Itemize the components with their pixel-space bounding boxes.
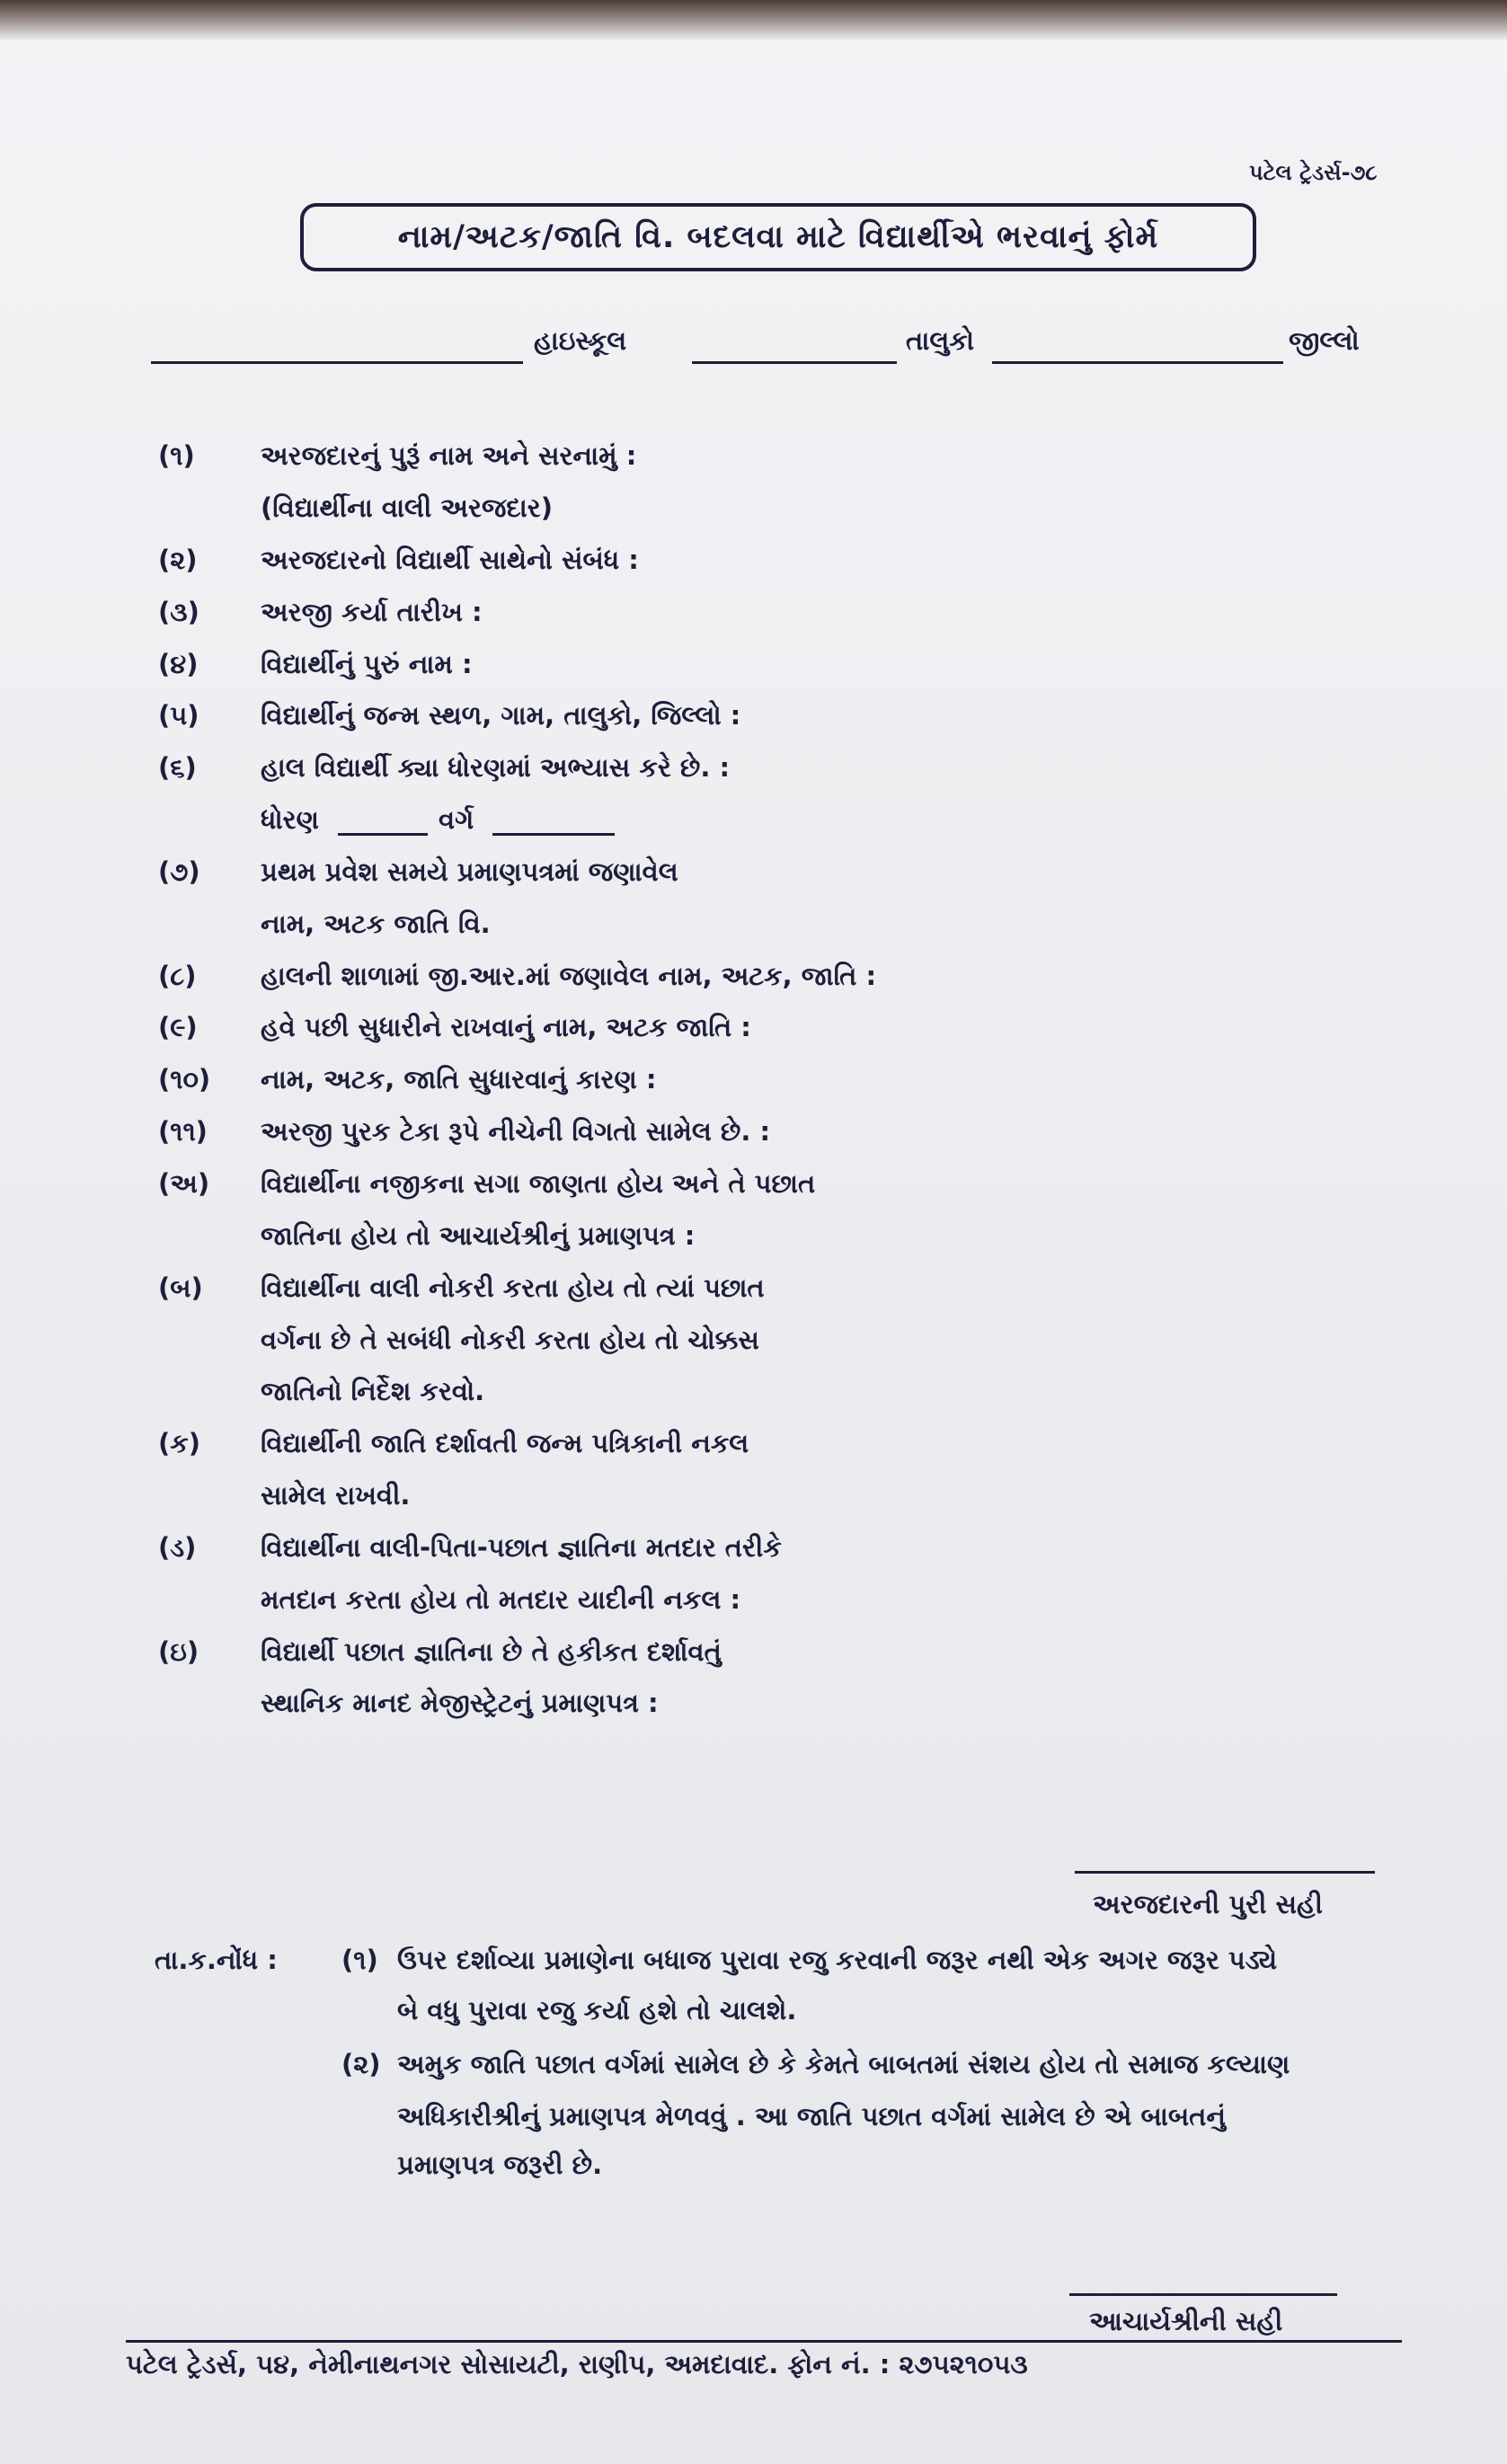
district-blank[interactable] xyxy=(992,361,1283,364)
item-number: (૬) xyxy=(158,752,197,783)
item-number: (૧૧) xyxy=(158,1116,208,1147)
item-text: પ્રથમ પ્રવેશ સમયે પ્રમાણપત્રમાં જણાવેલ xyxy=(261,856,678,887)
item-text: જાતિના હોય તો આચાર્યશ્રીનું પ્રમાણપત્ર : xyxy=(261,1220,696,1251)
note-number: (૨) xyxy=(341,2049,381,2079)
item-number: (૪) xyxy=(158,649,199,679)
note-number: (૧) xyxy=(341,1945,378,1975)
item-text: જાતિનો નિર્દેશ કરવો. xyxy=(261,1376,485,1406)
item-text: સામેલ રાખવી. xyxy=(261,1480,411,1511)
school-label: હાઇસ્કૂલ xyxy=(534,325,627,356)
principal-signature-label: આચાર્યશ્રીની સહી xyxy=(1089,2306,1283,2336)
applicant-signature-line[interactable] xyxy=(1075,1871,1375,1874)
note-text: ઉપર દર્શાવ્યા પ્રમાણેના બધાજ પુરાવા રજુ કરવાની જરૂર નથી એક અગર જરૂર પડ્યે xyxy=(397,1945,1278,1975)
taluka-blank[interactable] xyxy=(692,361,897,364)
std-label: ધોરણ xyxy=(261,804,319,835)
item-number: (૭) xyxy=(158,856,200,887)
item-number: (૧૦) xyxy=(158,1064,211,1095)
note-text: અમુક જાતિ પછાત વર્ગમાં સામેલ છે કે કેમતે બાબતમાં સંશય હોય તો સમાજ કલ્યાણ xyxy=(397,2049,1290,2079)
item-text: વિદ્યાર્થીનું જન્મ સ્થળ, ગામ, તાલુકો, જિલ્લો : xyxy=(261,700,741,731)
item-text: વર્ગના છે તે સબંધી નોકરી કરતા હોય તો ચોક્કસ xyxy=(261,1325,759,1355)
item-number: (અ) xyxy=(158,1168,210,1199)
item-text: (વિદ્યાર્થીના વાલી અરજદાર) xyxy=(261,492,553,523)
item-number: (૨) xyxy=(158,545,198,575)
item-text: અરજી પુરક ટેકા રૂપે નીચેની વિગતો સામેલ છે. : xyxy=(261,1116,771,1147)
class-label: વર્ગ xyxy=(439,804,474,835)
std-blank[interactable] xyxy=(338,833,428,836)
footer-rule xyxy=(126,2340,1402,2343)
item-text: વિદ્યાર્થીના વાલી-પિતા-પછાત જ્ઞાતિના મતદાર તરીકે xyxy=(261,1532,782,1563)
item-text: હાલ વિદ્યાર્થી ક્યા ધોરણમાં અભ્યાસ કરે છે. : xyxy=(261,752,731,783)
item-text: વિદ્યાર્થી પછાત જ્ઞાતિના છે તે હકીકત દર્શાવતું xyxy=(261,1636,722,1667)
item-number: (૮) xyxy=(158,961,197,991)
school-blank[interactable] xyxy=(151,361,523,364)
item-text: હવે પછી સુધારીને રાખવાનું નામ, અટક જાતિ : xyxy=(261,1012,751,1042)
item-text: અરજી કર્યા તારીખ : xyxy=(261,597,483,627)
item-number: (ઇ) xyxy=(158,1636,199,1667)
applicant-signature-label: અરજદારની પુરી સહી xyxy=(1093,1889,1323,1919)
form-code: પટેલ ટ્રેડર્સ-૭૮ xyxy=(1249,160,1378,185)
notes-label: તા.ક.નોંધ : xyxy=(155,1945,278,1975)
item-text: નામ, અટક, જાતિ સુધારવાનું કારણ : xyxy=(261,1064,657,1095)
class-blank[interactable] xyxy=(492,833,615,836)
item-number: (૯) xyxy=(158,1012,198,1042)
item-text: વિદ્યાર્થીના વાલી નોકરી કરતા હોય તો ત્યાં પછાત xyxy=(261,1272,765,1303)
item-text: મતદાન કરતા હોય તો મતદાર યાદીની નકલ : xyxy=(261,1584,741,1615)
form-title: નામ/અટક/જાતિ વિ. બદલવા માટે વિદ્યાર્થીએ ભરવાનું ફોર્મ xyxy=(300,203,1256,271)
scan-edge xyxy=(0,0,1507,41)
item-text: વિદ્યાર્થીનું પુરું નામ : xyxy=(261,649,473,679)
item-text: વિદ્યાર્થીની જાતિ દર્શાવતી જન્મ પત્રિકાની નકલ xyxy=(261,1428,749,1458)
item-text: સ્થાનિક માનદ મેજીસ્ટ્રેટનું પ્રમાણપત્ર : xyxy=(261,1688,659,1718)
item-text: હાલની શાળામાં જી.આર.માં જણાવેલ નામ, અટક, જાતિ : xyxy=(261,961,877,991)
note-text: પ્રમાણપત્ર જરૂરી છે. xyxy=(397,2149,603,2180)
note-text: બે વધુ પુરાવા રજુ કર્યા હશે તો ચાલશે. xyxy=(397,1995,797,2025)
item-number: (ક) xyxy=(158,1428,200,1458)
taluka-label: તાલુકો xyxy=(906,325,974,356)
item-text: અરજદારનું પુરૂં નામ અને સરનામું : xyxy=(261,440,637,471)
publisher-footer: પટેલ ટ્રેડર્સ, ૫૪, નેમીનાથનગર સોસાયટી, રાણીપ, અમદાવાદ. ફોન નં. : ૨૭૫૨૧૦૫૩ xyxy=(126,2349,1028,2380)
item-number: (બ) xyxy=(158,1272,203,1303)
item-number: (૩) xyxy=(158,597,199,627)
item-text: વિદ્યાર્થીના નજીકના સગા જાણતા હોય અને તે પછાત xyxy=(261,1168,816,1199)
item-number: (૧) xyxy=(158,440,195,471)
item-number: (૫) xyxy=(158,700,199,731)
district-label: જીલ્લો xyxy=(1289,325,1360,356)
note-text: અધિકારીશ્રીનું પ્રમાણપત્ર મેળવવું . આ જાતિ પછાત વર્ગમાં સામેલ છે એ બાબતનું xyxy=(397,2101,1227,2132)
item-number: (ડ) xyxy=(158,1532,197,1563)
item-text: નામ, અટક જાતિ વિ. xyxy=(261,908,491,939)
item-text: અરજદારનો વિદ્યાર્થી સાથેનો સંબંધ : xyxy=(261,545,639,575)
principal-signature-line[interactable] xyxy=(1069,2293,1337,2296)
